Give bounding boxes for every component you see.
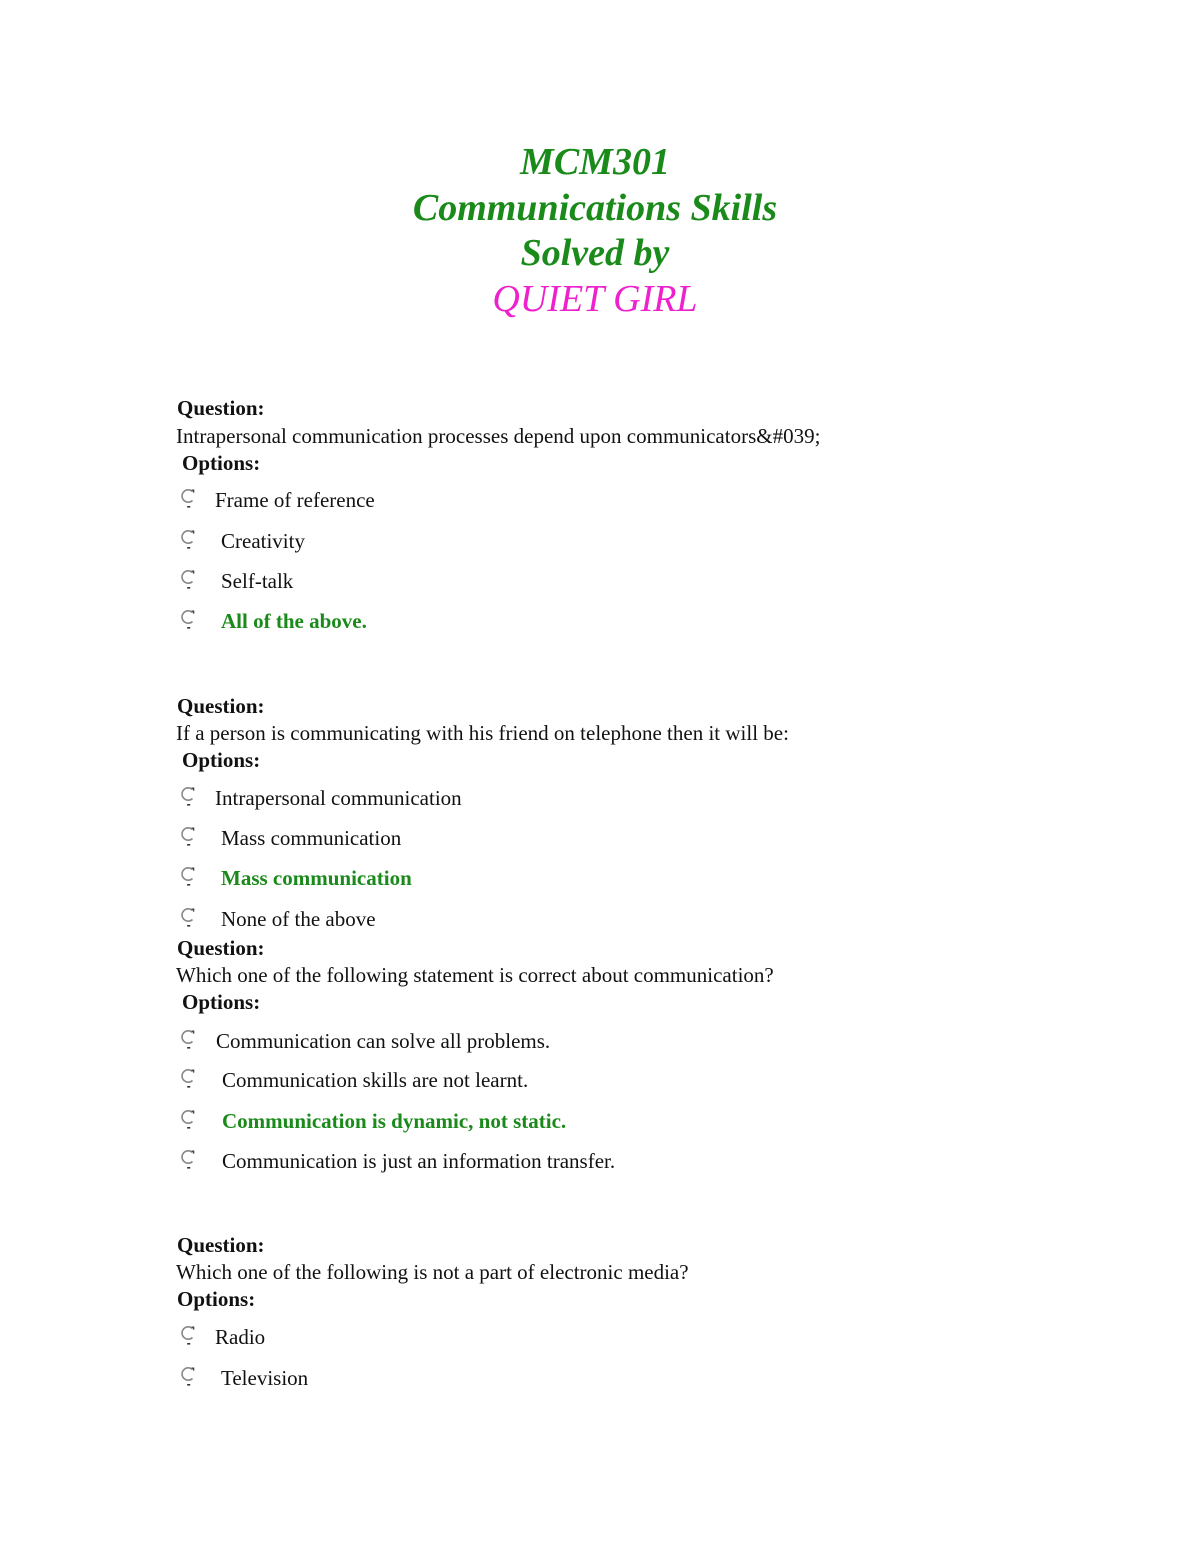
option-item[interactable]	[178, 863, 412, 893]
option-text: Self-talk	[221, 569, 294, 593]
option-text: Creativity	[221, 529, 305, 553]
question-label: Question:	[177, 936, 265, 960]
option-text: Communication can solve all problems.	[216, 1029, 551, 1053]
options-label: Options:	[177, 1287, 256, 1311]
option-text: Mass communication	[221, 826, 402, 850]
course-name: Communications Skills	[412, 186, 778, 229]
options-label: Options:	[182, 748, 261, 772]
radio-icon[interactable]	[178, 1066, 198, 1094]
option-item[interactable]	[178, 1322, 265, 1352]
option-text: Communication skills are not learnt.	[222, 1068, 529, 1092]
question-label: Question:	[177, 396, 265, 420]
radio-icon[interactable]	[178, 1027, 198, 1055]
document-title	[0, 140, 1190, 322]
option-item[interactable]	[178, 485, 375, 515]
options-label: Options:	[182, 990, 261, 1014]
question-text: Which one of the following is not a part of electronic media?	[176, 1260, 689, 1284]
radio-icon[interactable]	[178, 1107, 198, 1135]
author-name: QUIET GIRL	[492, 277, 698, 320]
radio-icon[interactable]	[178, 607, 198, 635]
question-text: Intrapersonal communication processes depend upon communicators&#039;	[176, 424, 821, 448]
option-text: Radio	[215, 1325, 266, 1349]
correct-answer: Communication is dynamic, not static.	[222, 1109, 567, 1133]
option-item[interactable]	[178, 606, 367, 636]
radio-icon[interactable]	[178, 1364, 198, 1392]
option-item[interactable]	[178, 823, 401, 853]
correct-answer: Mass communication	[221, 866, 412, 890]
question-label: Question:	[177, 1233, 265, 1257]
question-text: Which one of the following statement is correct about communication?	[176, 963, 774, 987]
radio-icon[interactable]	[178, 567, 198, 595]
option-text: Frame of reference	[215, 488, 375, 512]
option-text: Intrapersonal communication	[215, 786, 462, 810]
radio-icon[interactable]	[178, 486, 198, 514]
option-text: Communication is just an information transfer.	[222, 1149, 616, 1173]
radio-icon[interactable]	[178, 864, 198, 892]
radio-icon[interactable]	[178, 784, 198, 812]
radio-icon[interactable]	[178, 527, 198, 555]
option-item[interactable]	[178, 1065, 528, 1095]
option-item[interactable]	[178, 1026, 550, 1056]
radio-icon[interactable]	[178, 1147, 198, 1175]
radio-icon[interactable]	[178, 824, 198, 852]
option-item[interactable]	[178, 783, 462, 813]
option-item[interactable]	[178, 1146, 615, 1176]
radio-icon[interactable]	[178, 1323, 198, 1351]
options-label: Options:	[182, 451, 261, 475]
option-text: None of the above	[221, 907, 376, 931]
question-label: Question:	[177, 694, 265, 718]
question-text: If a person is communicating with his friend on telephone then it will be:	[176, 721, 789, 745]
option-item[interactable]	[178, 1106, 566, 1136]
option-text: Television	[221, 1366, 309, 1390]
solved-by-label: Solved by	[520, 232, 670, 274]
option-item[interactable]	[178, 904, 376, 934]
course-code: MCM301	[520, 141, 670, 183]
option-item[interactable]	[178, 526, 305, 556]
option-item[interactable]	[178, 1363, 308, 1393]
radio-icon[interactable]	[178, 905, 198, 933]
correct-answer: All of the above.	[221, 609, 367, 633]
option-item[interactable]	[178, 566, 293, 596]
